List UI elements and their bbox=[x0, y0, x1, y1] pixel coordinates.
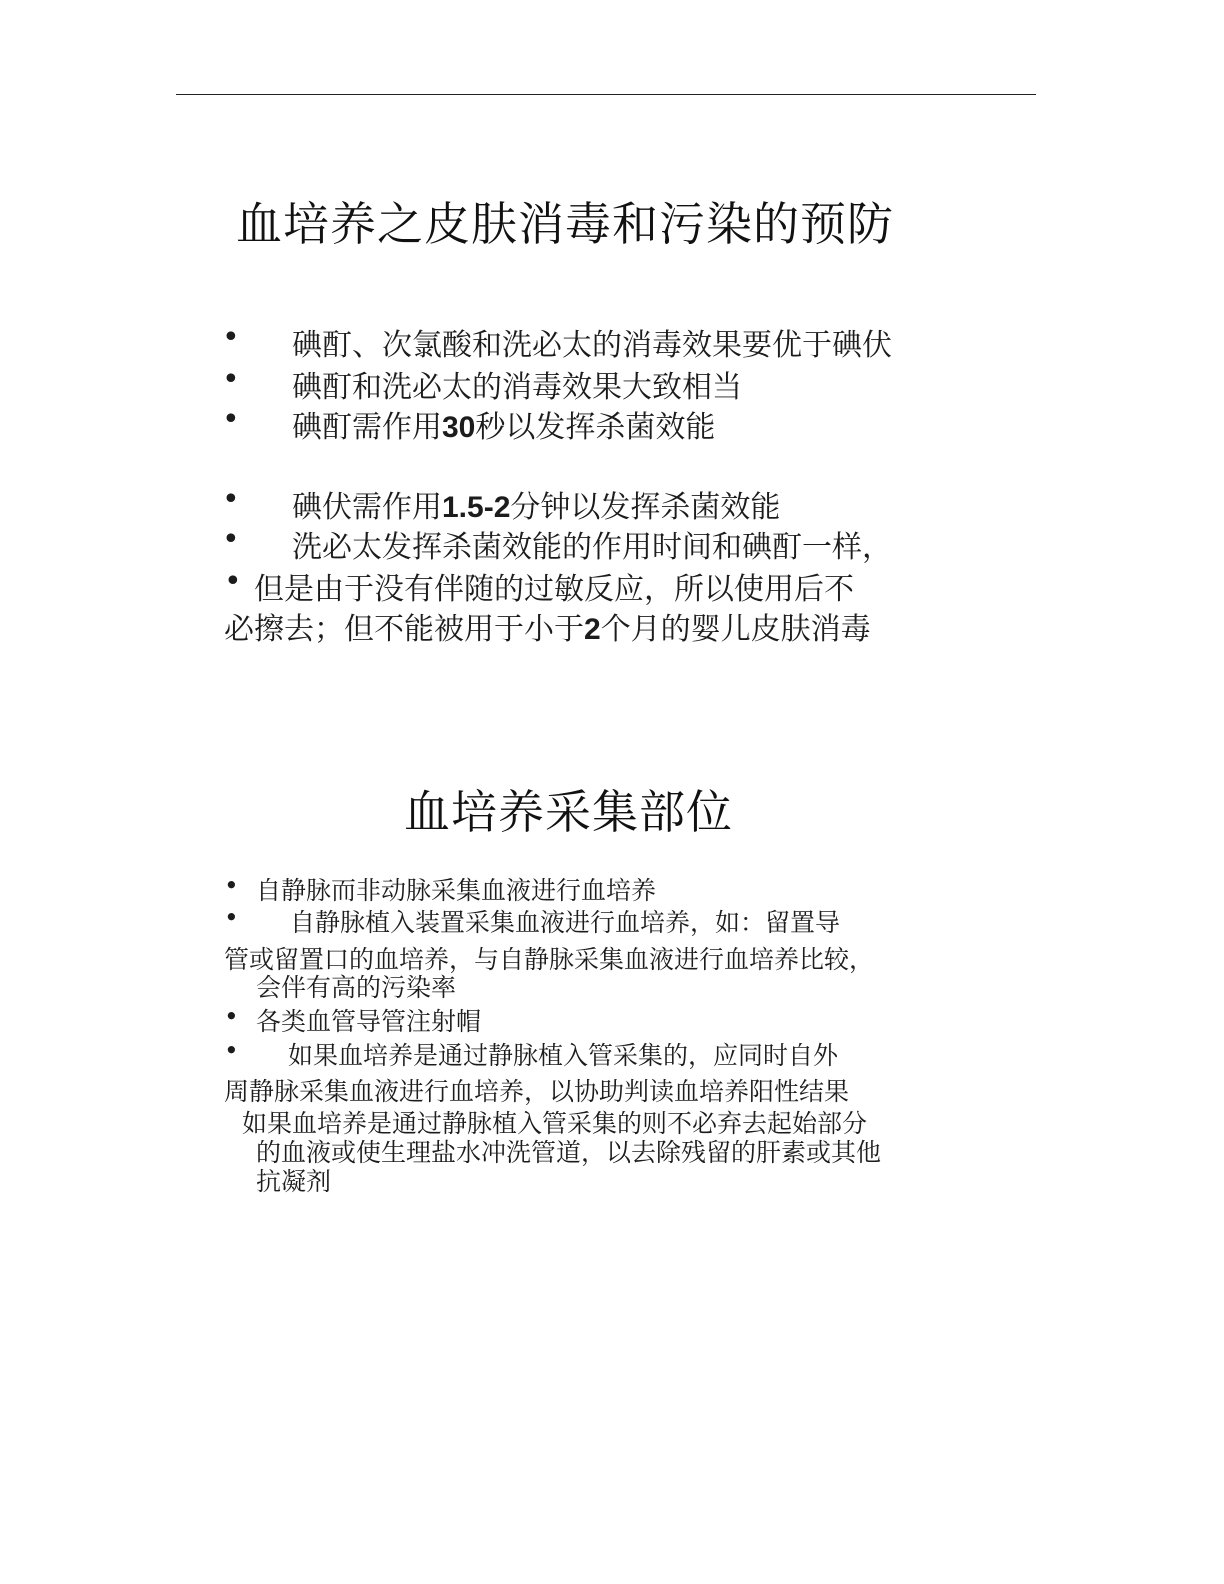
bullet-dot: • bbox=[224, 903, 239, 932]
section2-title: 血培养采集部位 bbox=[404, 785, 733, 839]
item-6-text-pre: 必擦去；但不能被用于小于 bbox=[224, 612, 584, 647]
bullet-dot: • bbox=[222, 482, 240, 517]
bullet-dot: • bbox=[222, 362, 240, 397]
section2-item-4-line2: 周静脉采集血液进行血培养，以协助判读血培养阳性结果 bbox=[224, 1077, 850, 1106]
bullet-dot: • bbox=[224, 871, 239, 900]
item-3-number: 30 bbox=[442, 411, 476, 444]
item-6-number: 2 bbox=[584, 613, 601, 646]
bullet-dot: • bbox=[222, 402, 240, 437]
section2-paragraph-line1: 如果血培养是通过静脉植入管采集的则不必弃去起始部分 bbox=[242, 1109, 868, 1138]
section2-paragraph-line3: 抗凝剂 bbox=[256, 1167, 332, 1196]
section1-item-2: 碘酊和洗必太的消毒效果大致相当 bbox=[292, 370, 742, 405]
section2-paragraph-line2: 的血液或使生理盐水冲洗管道，以去除残留的肝素或其他 bbox=[256, 1138, 882, 1167]
section2-item-2-line1: 自静脉植入装置采集血液进行血培养，如：留置导 bbox=[290, 908, 841, 937]
section2-item-1: 自静脉而非动脉采集血液进行血培养 bbox=[256, 876, 657, 905]
section2-item-4-line1: 如果血培养是通过静脉植入管采集的，应同时自外 bbox=[288, 1041, 839, 1070]
section1-item-6-line2 bbox=[224, 604, 871, 648]
bullet-dot: • bbox=[222, 522, 240, 557]
section1-item-1: 碘酊、次氯酸和洗必太的消毒效果要优于碘伏 bbox=[292, 328, 892, 363]
item-3-text-post: 秒以发挥杀菌效能 bbox=[475, 410, 716, 445]
bullet-dot: • bbox=[224, 1002, 239, 1031]
section1-item-5: 洗必太发挥杀菌效能的作用时间和碘酊一样， bbox=[292, 530, 892, 565]
section2-item-2-line3: 会伴有高的污染率 bbox=[256, 973, 457, 1002]
item-4-number: 1.5-2 bbox=[442, 491, 511, 524]
section2-item-2-line2: 管或留置口的血培养，与自静脉采集血液进行血培养比较， bbox=[224, 945, 875, 974]
section1-item-4 bbox=[292, 482, 780, 526]
header-rule bbox=[176, 94, 1036, 95]
bullet-dot: • bbox=[224, 1036, 239, 1065]
item-3-text-pre: 碘酊需作用 bbox=[292, 410, 442, 445]
bullet-dot: • bbox=[224, 564, 242, 599]
item-6-text-post: 个月的婴儿皮肤消毒 bbox=[600, 612, 871, 647]
section1-item-6-line1: 但是由于没有伴随的过敏反应，所以使用后不 bbox=[254, 572, 854, 607]
bullet-dot: • bbox=[222, 320, 240, 355]
section1-item-3 bbox=[292, 402, 715, 446]
section1-title: 血培养之皮肤消毒和污染的预防 bbox=[236, 197, 894, 251]
section2-item-3: 各类血管导管注射帽 bbox=[256, 1007, 482, 1036]
item-4-text-post: 分钟以发挥杀菌效能 bbox=[510, 490, 781, 525]
item-4-text-pre: 碘伏需作用 bbox=[292, 490, 442, 525]
